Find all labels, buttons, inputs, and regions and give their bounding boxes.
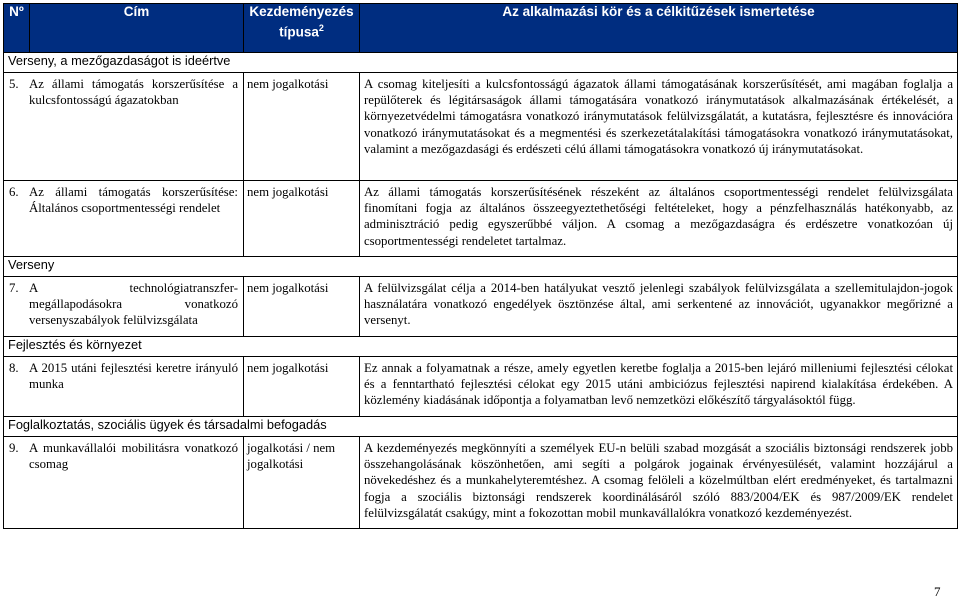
row-description: A csomag kiteljesíti a kulcsfontosságú ágazatok állami támogatásának korszerűsítését, ami magában foglalja a repülőterek és légitársaságok állami támogatására vonatkozó iránymutatások alkalmazásának értékelését, a környezetvédelmi támogatásra vonatkozó iránymutatások felülvizsgálatát, a kutatásra, fejlesztésre és innovációra vonatkozó iránymutatásokat és a megmentési és szerkezetátalakítási támogatásokra vonatkozó iránymutatásokat, valamint a mezőgazdasági és erdészeti célú állami támogatásokra vonatkozó új iránymutatásokat.: [360, 73, 958, 181]
header-no: Nº: [4, 4, 30, 53]
title-cell: [4, 277, 244, 337]
section-heading: Fejlesztés és környezet: [4, 337, 958, 357]
row-description: A felülvizsgálat célja a 2014-ben hatályukat vesztő jelenlegi szabályok felülvizsgálata a szellemitulajdon-jogok használatára vonatkozó engedélyek ösztönzése által, ami serkentené az innovációt, ugyanakkor megőrizné a versenyt.: [360, 277, 958, 337]
row-title: A 2015 utáni fejlesztési keretre irányuló munka: [29, 361, 238, 392]
row-type: nem jogalkotási: [244, 277, 360, 337]
header-type-line2: típusa: [279, 24, 319, 40]
title-cell: [4, 73, 244, 181]
row-description: Ez annak a folyamatnak a része, amely egyetlen keretbe foglalja a 2015-ben lejáró milleniumi fejlesztési célokat és a fenntartható fejlesztési célokat egy 2015 utáni ambiciózus fejlesztési napirend kialakítása érdekében. A közlemény kiadásának időpontja a folyamatban levő nemzetközi előkészítő tárgyalásoktól függ.: [360, 357, 958, 417]
row-type: nem jogalkotási: [244, 73, 360, 181]
row-number: 6.: [9, 185, 19, 199]
row-title: Az állami támogatás korszerűsítése a kulcsfontosságú ágazatokban: [29, 77, 238, 108]
section-heading: Verseny: [4, 257, 958, 277]
row-description: A kezdeményezés megkönnyíti a személyek EU-n belüli szabad mozgását a szociális biztonsági rendszerek jobb összehangolásának köszönhetően, ami segíti a polgárok jogainak érvényesülését, valamint hozzájárul a növekedéshez és a munkahelyteremtéshez. A csomag felöleli a közelmúltban elért eredményeket, és tartalmazni fogja a szociális biztonsági rendszerek koordinálásáról szóló 883/2004/EK és 987/2009/EK rendelet felülvizsgálatát csakúgy, mint a fokozottan mobil munkavállalókra vonatkozó kezdeményezést.: [360, 437, 958, 529]
row-type: nem jogalkotási: [244, 181, 360, 257]
row-title: A munkavállalói mobilitásra vonatkozó csomag: [29, 441, 238, 472]
row-type: nem jogalkotási: [244, 357, 360, 417]
header-title: Cím: [30, 4, 244, 53]
section-heading: Verseny, a mezőgazdaságot is ideértve: [4, 53, 958, 73]
section-row: [4, 417, 958, 437]
row-number: 5.: [9, 77, 19, 91]
table-header-row: [4, 4, 958, 53]
header-type: [244, 4, 360, 53]
row-description: Az állami támogatás korszerűsítésének részeként az általános csoportmentességi rendelet felülvizsgálata finomítani fogja az általános összeegyeztethetőségi feltételeket, hogy a pénzfelhasználás hatékonyabb, az adminisztráció pedig egyszerűbbé váljon. A csomag a mezőgazdaságra és erdészetre vonatkozóan új csoportmentességi rendeletet tartalmaz.: [360, 181, 958, 257]
title-cell: [4, 181, 244, 257]
section-heading: Foglalkoztatás, szociális ügyek és társadalmi befogadás: [4, 417, 958, 437]
table-row: [4, 181, 958, 257]
section-row: [4, 337, 958, 357]
row-title: A technológiatranszfer-megállapodásokra vonatkozó versenyszabályok felülvizsgálata: [29, 281, 238, 328]
initiatives-table: [3, 3, 958, 529]
table-row: [4, 437, 958, 529]
title-cell: [4, 357, 244, 417]
row-title: Az állami támogatás korszerűsítése: Általános csoportmentességi rendelet: [29, 185, 238, 216]
row-type: jogalkotási / nem jogalkotási: [244, 437, 360, 529]
table-row: [4, 277, 958, 337]
title-cell: [4, 437, 244, 529]
row-number: 7.: [9, 281, 19, 295]
section-row: [4, 257, 958, 277]
footnote-marker: 2: [318, 23, 324, 33]
row-number: 8.: [9, 361, 19, 375]
header-description: Az alkalmazási kör és a célkitűzések ismertetése: [360, 4, 958, 53]
section-row: [4, 53, 958, 73]
table-row: [4, 357, 958, 417]
table-row: [4, 73, 958, 181]
page-number: 7: [934, 584, 941, 599]
row-number: 9.: [9, 441, 19, 455]
header-type-line1: Kezdeményezés: [249, 4, 354, 19]
